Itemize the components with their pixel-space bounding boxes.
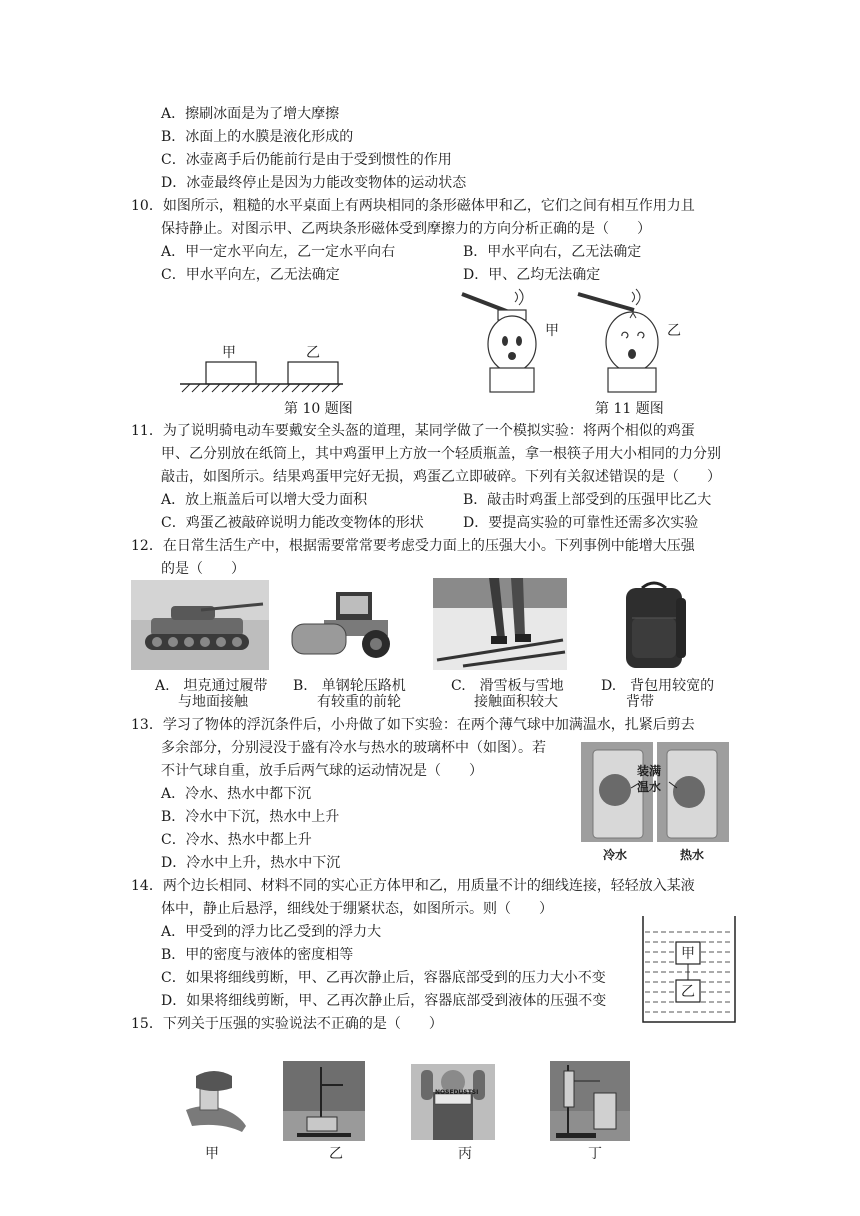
q9-option-d: D．冰壶最终停止是因为力能改变物体的运动状态 xyxy=(161,175,467,191)
egg-jia xyxy=(488,316,536,372)
q14-option-c: C．如果将细线剪断，甲、乙再次静止后，容器底部受到的压力大小不变 xyxy=(161,970,606,986)
q11-figure-caption: 第 11 题图 xyxy=(595,401,664,417)
q11-option-b: B．敲击时鸡蛋上部受到的压强甲比乙大 xyxy=(463,492,712,508)
q9-option-c: C．冰壶离手后仍能前行是由于受到惯性的作用 xyxy=(161,152,452,168)
q11-label-jia: 甲 xyxy=(545,323,559,339)
q13-stem-line1: 13．学习了物体的浮沉条件后，小舟做了如下实验：在两个薄气球中加满温水，扎紧后剪去 xyxy=(131,717,695,733)
q10-label-yi: 乙 xyxy=(306,345,320,361)
q9-option-b: B．冰面上的水膜是液化形成的 xyxy=(161,129,354,145)
road-roller-photo xyxy=(288,586,402,662)
q11-stem-line3: 敲击，如图所示。结果鸡蛋甲完好无损，鸡蛋乙立即破碎。下列有关叙述错误的是（ ） xyxy=(161,469,721,485)
q14-label-yi: 乙 xyxy=(681,984,695,1000)
balloon-cold xyxy=(599,774,631,806)
q15-label-yi: 乙 xyxy=(329,1146,343,1162)
q10-option-b: B．甲水平向右，乙无法确定 xyxy=(463,244,642,260)
q10-figure-caption: 第 10 题图 xyxy=(284,401,353,417)
q11-option-d: D．要提高实验的可靠性还需多次实验 xyxy=(463,515,699,531)
backpack-photo xyxy=(612,578,696,670)
q10-label-jia: 甲 xyxy=(222,345,236,361)
tank-photo xyxy=(131,580,269,670)
q12-stem-line2: 的是（ ） xyxy=(161,561,245,577)
q15-photo-yi xyxy=(283,1061,365,1141)
q12-option-a-line2: 与地面接触 xyxy=(178,694,248,710)
q13-option-d: D．冷水中上升，热水中下沉 xyxy=(161,855,341,871)
q10-stem-line2: 保持静止。对图示甲、乙两块条形磁体受到摩擦力的方向分析正确的是（ ） xyxy=(161,221,651,237)
q12-option-b-line1: B. 单钢轮压路机 xyxy=(293,678,406,694)
q11-egg-figure xyxy=(458,286,688,394)
q15-label-ding: 丁 xyxy=(588,1146,602,1162)
paper-tube-1 xyxy=(490,368,534,392)
q13-option-b: B．冷水中下沉，热水中上升 xyxy=(161,809,340,825)
q14-option-a: A．甲受到的浮力比乙受到的浮力大 xyxy=(161,924,382,940)
q10-option-a: A．甲一定水平向左，乙一定水平向右 xyxy=(161,244,396,260)
q14-label-jia: 甲 xyxy=(681,946,695,962)
q13-option-a: A．冷水、热水中都下沉 xyxy=(161,786,312,802)
q12-option-d-line1: D. 背包用较宽的 xyxy=(601,678,715,694)
sound-wave-1 xyxy=(515,289,523,305)
q15-label-bing: 丙 xyxy=(458,1146,472,1162)
q13-label-hot: 热水 xyxy=(680,848,705,862)
magnet-jia xyxy=(206,362,256,384)
egg-yi xyxy=(606,312,658,372)
q15-shirt-text: NOSEDUSTSI xyxy=(435,1089,479,1096)
q13-label-cold: 冷水 xyxy=(603,848,628,862)
magnet-yi xyxy=(288,362,338,384)
q15-photo-jia xyxy=(176,1064,248,1142)
q12-option-b-line2: 有较重的前轮 xyxy=(317,694,401,710)
q15-photo-bing xyxy=(411,1064,495,1140)
skiing-photo xyxy=(433,578,567,670)
sound-wave-2 xyxy=(632,289,640,305)
q11-stem-line1: 11．为了说明骑电动车要戴安全头盔的道理，某同学做了一个模拟实验：将两个相似的鸡蛋 xyxy=(131,423,695,439)
q13-option-c: C．冷水、热水中都上升 xyxy=(161,832,312,848)
q11-label-yi: 乙 xyxy=(667,323,681,339)
q13-stem-line3: 不计气球自重，放手后两气球的运动情况是（ ） xyxy=(161,763,483,779)
q14-stem-line1: 14．两个边长相同、材料不同的实心正方体甲和乙，用质量不计的细线连接，轻轻放入某液 xyxy=(131,878,695,894)
q12-option-c-line2: 接触面积较大 xyxy=(474,694,558,710)
q14-option-d: D．如果将细线剪断，甲、乙再次静止后，容器底部受到液体的压强不变 xyxy=(161,993,607,1009)
table-hatching xyxy=(182,384,340,392)
balloon-hot xyxy=(673,776,705,808)
q15-stem: 15．下列关于压强的实验说法不正确的是（ ） xyxy=(131,1016,443,1032)
q13-label-full: 装满 xyxy=(637,764,662,778)
q12-option-d-line2: 背带 xyxy=(626,694,654,710)
paper-tube-2 xyxy=(608,368,656,392)
q13-stem-line2: 多余部分，分别浸没于盛有冷水与热水的玻璃杯中（如图）。若 xyxy=(161,740,546,756)
q10-option-d: D．甲、乙均无法确定 xyxy=(463,267,601,283)
q14-container-figure xyxy=(641,914,737,1026)
q14-stem-line2: 体中，静止后悬浮，细线处于绷紧状态，如图所示。则（ ） xyxy=(161,901,553,917)
q10-option-c: C．甲水平向左，乙无法确定 xyxy=(161,267,340,283)
q11-option-c: C．鸡蛋乙被敲碎说明力能改变物体的形状 xyxy=(161,515,424,531)
chopstick-2 xyxy=(578,294,634,310)
q11-stem-line2: 甲、乙分别放在纸筒上，其中鸡蛋甲上方放一个轻质瓶盖，拿一根筷子用大小相同的力分别 xyxy=(161,446,721,462)
q14-option-b: B．甲的密度与液体的密度相等 xyxy=(161,947,354,963)
q12-option-c-line1: C. 滑雪板与雪地 xyxy=(451,678,564,694)
q12-option-a-line1: A. 坦克通过履带 xyxy=(155,678,268,694)
q13-label-warm: 温水 xyxy=(637,780,662,794)
q10-stem-line1: 10．如图所示，粗糙的水平桌面上有两块相同的条形磁体甲和乙，它们之间有相互作用力且 xyxy=(131,198,695,214)
q9-option-a: A．擦刷冰面是为了增大摩擦 xyxy=(161,106,340,122)
q15-photo-ding xyxy=(550,1061,630,1141)
q12-stem-line1: 12．在日常生活生产中，根据需要常常要考虑受力面上的压强大小。下列事例中能增大压强 xyxy=(131,538,695,554)
q11-option-a: A．放上瓶盖后可以增大受力面积 xyxy=(161,492,368,508)
q15-label-jia: 甲 xyxy=(205,1146,219,1162)
